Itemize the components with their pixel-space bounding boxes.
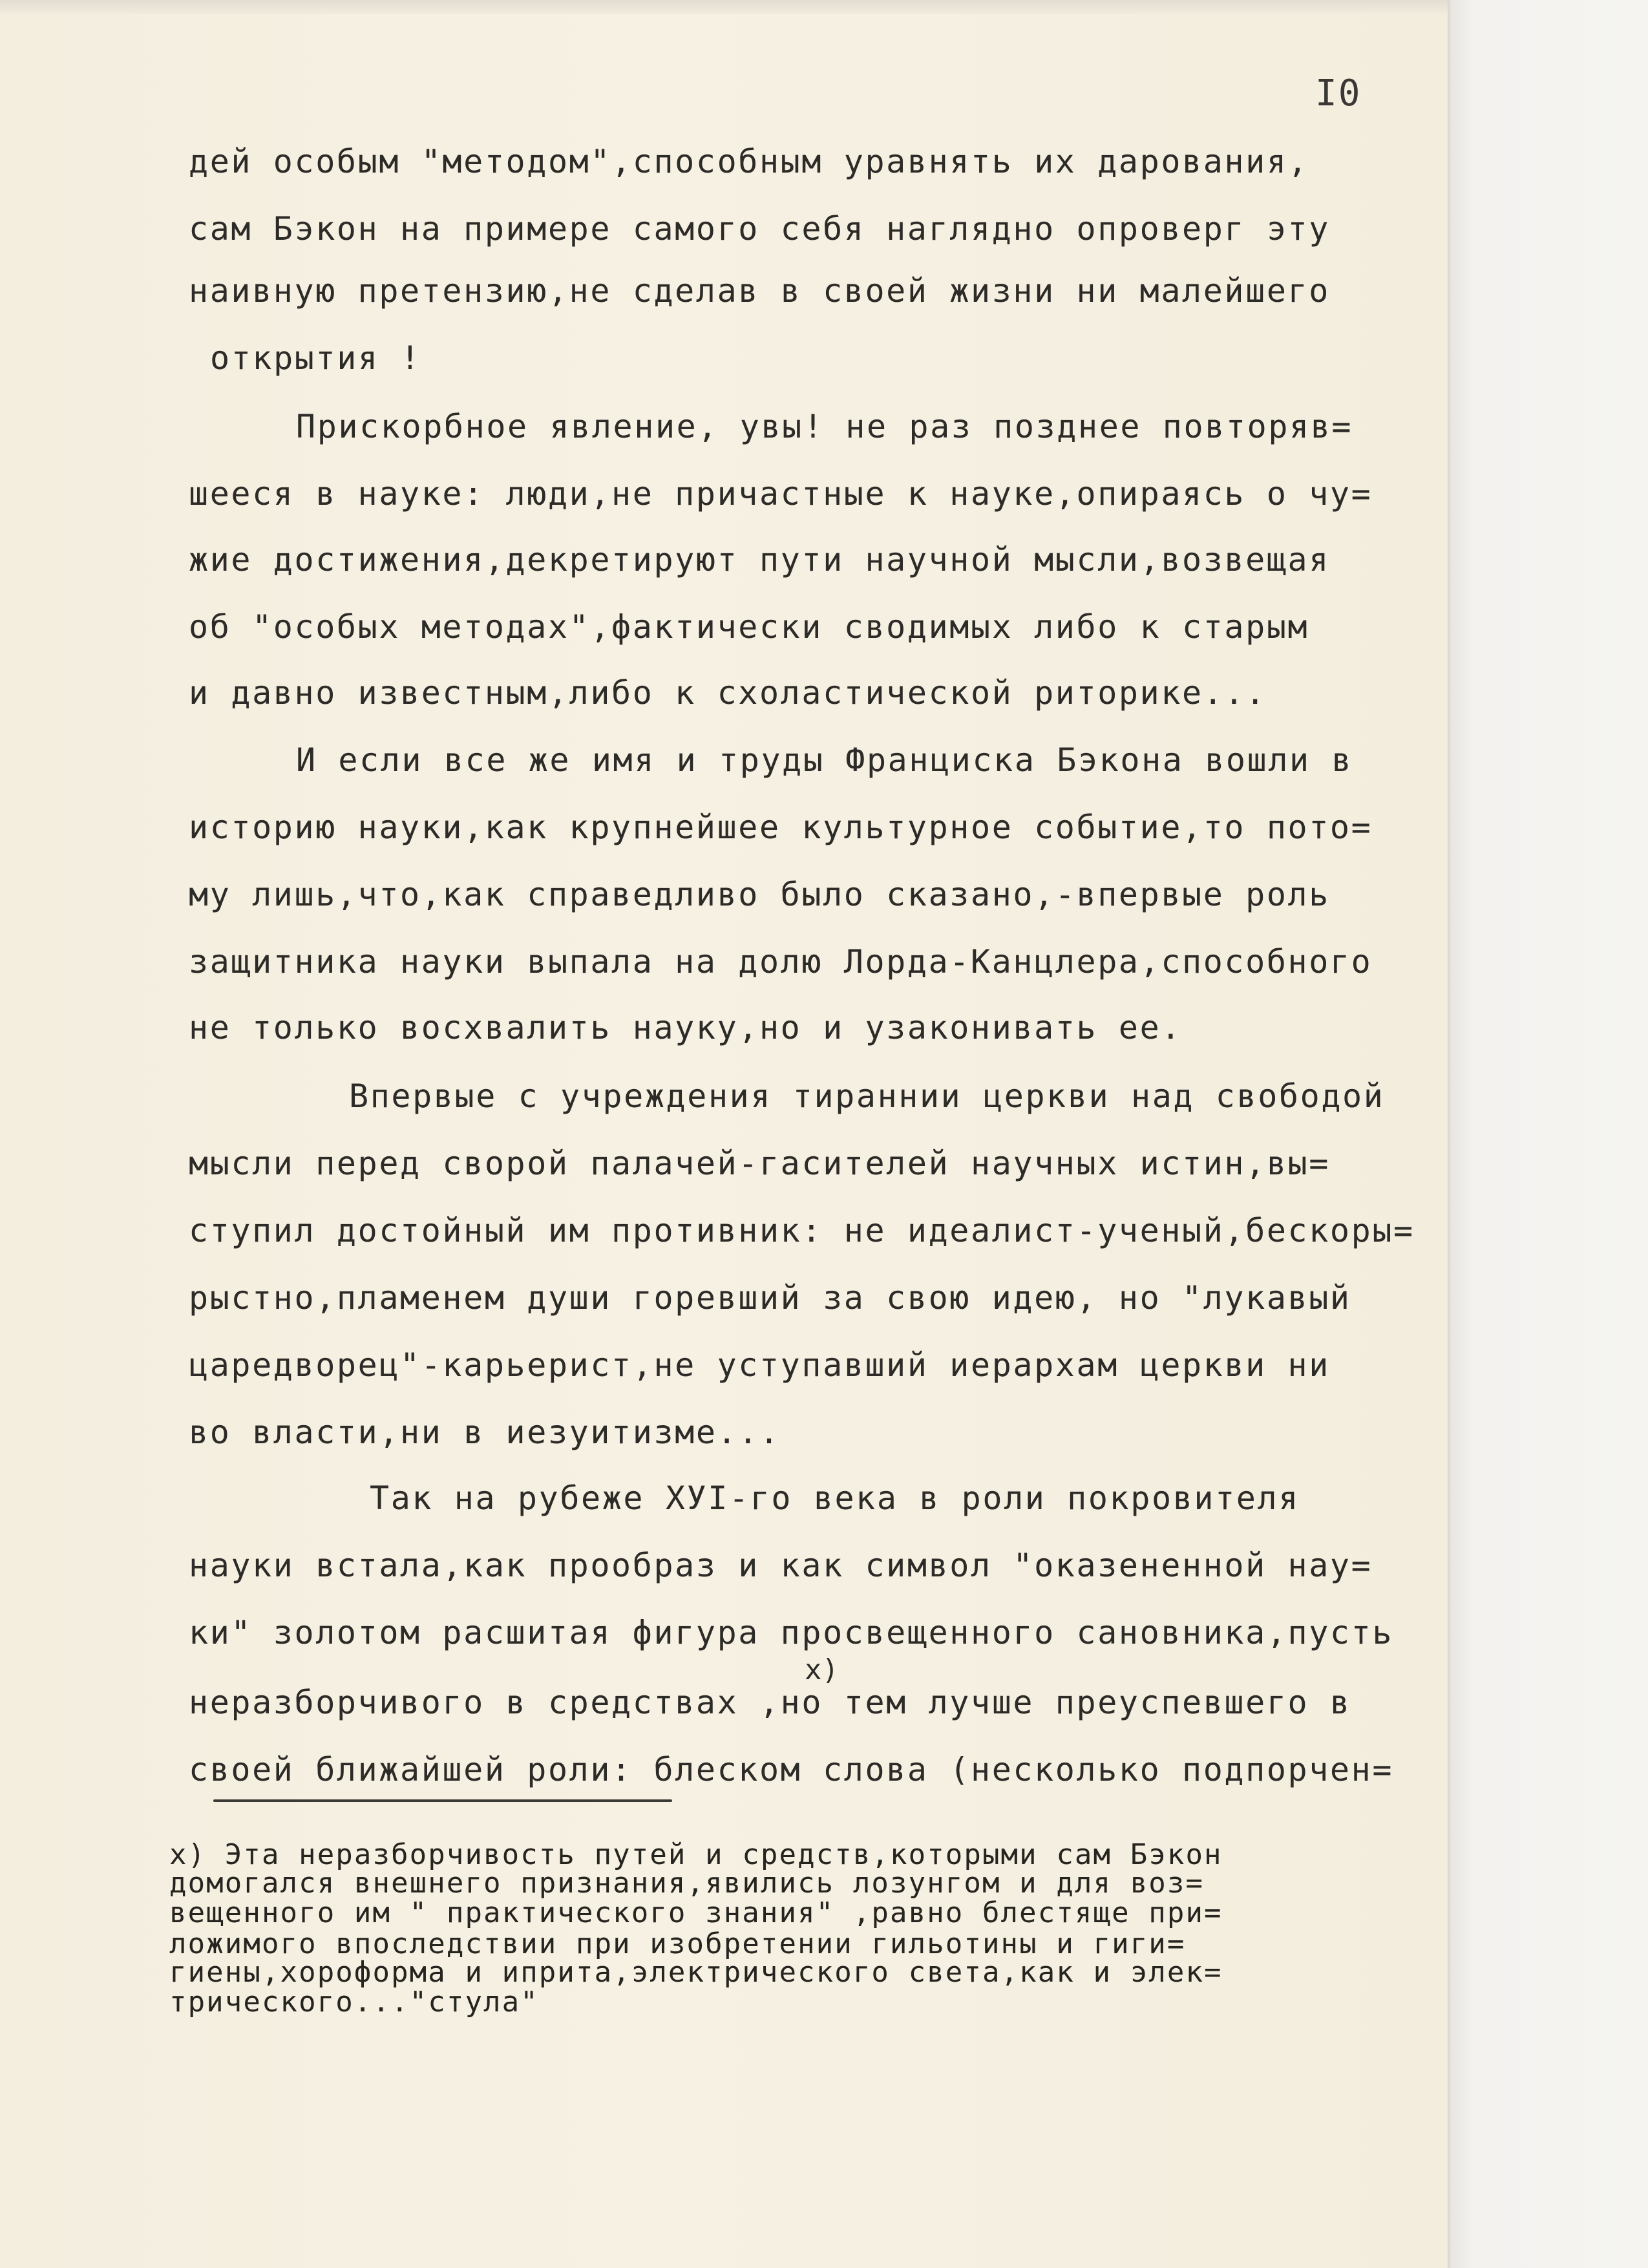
- body-line: ступил достойный им противник: не идеалист-ученый,бескоры=: [189, 1212, 1415, 1249]
- body-line: открытия !: [210, 339, 422, 377]
- body-line: рыстно,пламенем души горевший за свою идею, но "лукавый: [189, 1279, 1351, 1317]
- footnote-line: х) Эта неразборчивость путей и средств,которыми сам Бэкон: [169, 1838, 1223, 1871]
- footnote-marker: х): [805, 1653, 839, 1686]
- footnote-divider: [213, 1799, 672, 1802]
- footnote-line: домогался внешнего признания,явились лозунгом и для воз=: [169, 1867, 1205, 1900]
- body-line: сам Бэкон на примере самого себя наглядно опроверг эту: [189, 210, 1330, 248]
- footnote-line: гиены,хороформа и иприта,электрического света,как и элек=: [169, 1956, 1223, 1989]
- page-top-edge: [0, 0, 1448, 14]
- body-line: Впервые с учреждения тираннии церкви над свободой: [349, 1077, 1385, 1115]
- body-line: царедворец"-карьерист,не уступавший иерархам церкви ни: [189, 1346, 1330, 1384]
- body-line: своей ближайшей роли: блеском слова (несколько подпорчен=: [189, 1751, 1394, 1788]
- body-line: во власти,ни в иезуитизме...: [189, 1414, 781, 1451]
- body-line: наивную претензию,не сделав в своей жизни ни малейшего: [189, 272, 1330, 310]
- body-line: шееся в науке: люди,не причастные к науке,опираясь о чу=: [189, 475, 1373, 513]
- body-line: об "особых методах",фактически сводимых либо к старым: [189, 608, 1309, 646]
- body-line: и давно известным,либо к схоластической риторике...: [189, 674, 1267, 712]
- footnote-line: трического..."стула": [169, 1986, 539, 2019]
- body-line: мысли перед сворой палачей-гасителей научных истин,вы=: [189, 1145, 1330, 1182]
- footnote-line: вещенного им " практического знания" ,равно блестяще при=: [169, 1896, 1223, 1929]
- body-line: историю науки,как крупнейшее культурное событие,то пото=: [189, 809, 1373, 846]
- page-number: I0: [1315, 72, 1362, 114]
- footnote-line: ложимого впоследствии при изобретении гильотины и гиги=: [169, 1927, 1186, 1960]
- page-right-edge: [1448, 0, 1648, 2268]
- body-line: неразборчивого в средствах ,но тем лучше преуспевшего в: [189, 1684, 1351, 1721]
- body-line: му лишь,что,как справедливо было сказано,-впервые роль: [189, 876, 1330, 913]
- body-line: жие достижения,декретируют пути научной мысли,возвещая: [189, 541, 1330, 578]
- body-line: И если все же имя и труды Франциска Бэкона вошли в: [296, 741, 1353, 779]
- body-line: Так на рубеже ХУI-го века в роли покровителя: [370, 1479, 1300, 1517]
- body-line: Прискорбное явление, увы! не раз позднее повторяв=: [296, 408, 1353, 445]
- body-line: не только восхвалить науку,но и узаконивать ее.: [189, 1009, 1183, 1046]
- body-line: науки встала,как прообраз и как символ "оказененной нау=: [189, 1547, 1373, 1584]
- body-line: дей особым "методом",способным уравнять их дарования,: [189, 143, 1309, 180]
- body-line: ки" золотом расшитая фигура просвещенного сановника,пусть: [189, 1614, 1394, 1651]
- body-line: защитника науки выпала на долю Лорда-Канцлера,способного: [189, 943, 1373, 980]
